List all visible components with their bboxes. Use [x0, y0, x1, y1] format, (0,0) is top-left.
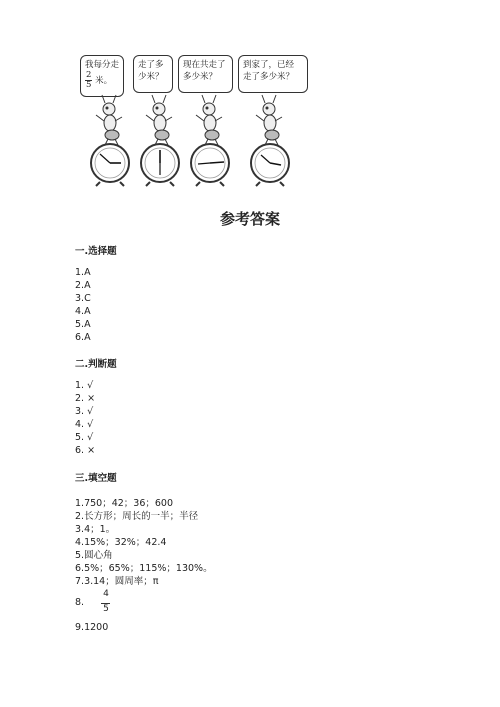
ant-clock-3 [191, 95, 229, 186]
page-title: 参考答案 [219, 210, 280, 228]
answer-line: 5. √ [75, 432, 94, 443]
answer-line: 5.A [75, 319, 91, 330]
answer-line: 5.圆心角 [75, 550, 113, 561]
bubble-1-numerator: 2 [86, 70, 92, 80]
answer-line: 1. √ [75, 380, 94, 391]
ant-icon [96, 95, 122, 145]
ant-icon [256, 95, 282, 145]
ant-clock-2 [141, 95, 179, 186]
answer-line: 1.750；42；36；600 [75, 498, 174, 509]
clock-icon [141, 144, 179, 186]
answer-line: 4. √ [75, 419, 94, 430]
q8-denominator: 5 [103, 604, 109, 614]
bubble-1-unit: 米。 [95, 76, 113, 86]
answer-line: 2.A [75, 280, 91, 291]
answer-line: 3.C [75, 293, 91, 304]
bubble-3-line1: 现在共走了 [183, 60, 226, 70]
answer-line: 3. √ [75, 406, 94, 417]
answer-line: 4.A [75, 306, 91, 317]
bubble-2-line2: 少米？ [138, 72, 164, 82]
ant-clock-illustration [78, 55, 308, 190]
ant-clock-1 [91, 95, 129, 186]
answer-line: 2. × [75, 393, 96, 404]
clock-icon [191, 144, 229, 186]
bubble-1-text: 我每分走 [85, 60, 120, 70]
answer-line: 6. × [75, 445, 96, 456]
bubble-4-line1: 到家了，已经 [243, 60, 295, 70]
bubble-4-line2: 走了多少米？ [243, 72, 295, 82]
ant-clock-4 [251, 95, 289, 186]
answer-line: 3.4；1。 [75, 524, 116, 535]
bubble-2-line1: 走了多 [138, 60, 164, 70]
bubble-1-denominator: 5 [86, 80, 92, 90]
answer-line: 6.A [75, 332, 91, 343]
ant-icon [196, 95, 222, 145]
section-heading-judgement: 二.判断题 [75, 359, 117, 370]
answer-line: 7.3.14；圆周率；π [75, 576, 159, 587]
bubble-3-line2: 多少米？ [183, 72, 218, 82]
answer-line: 4.15%；32%；42.4 [75, 537, 167, 548]
answer-line: 1.A [75, 267, 91, 278]
ant-icon [146, 95, 172, 145]
q8-numerator: 4 [103, 589, 109, 599]
answer-line: 6.5%；65%；115%；130%。 [75, 563, 213, 574]
answer-line: 2.长方形；周长的一半；半径 [75, 511, 199, 522]
q8-label: 8. [75, 597, 85, 608]
section-heading-choice: 一.选择题 [75, 246, 117, 257]
clock-icon [91, 144, 129, 186]
clock-icon [251, 144, 289, 186]
ants-and-clocks [78, 55, 308, 190]
answer-line-q9: 9.1200 [75, 622, 109, 633]
section-heading-fill-blank: 三.填空题 [75, 473, 117, 484]
